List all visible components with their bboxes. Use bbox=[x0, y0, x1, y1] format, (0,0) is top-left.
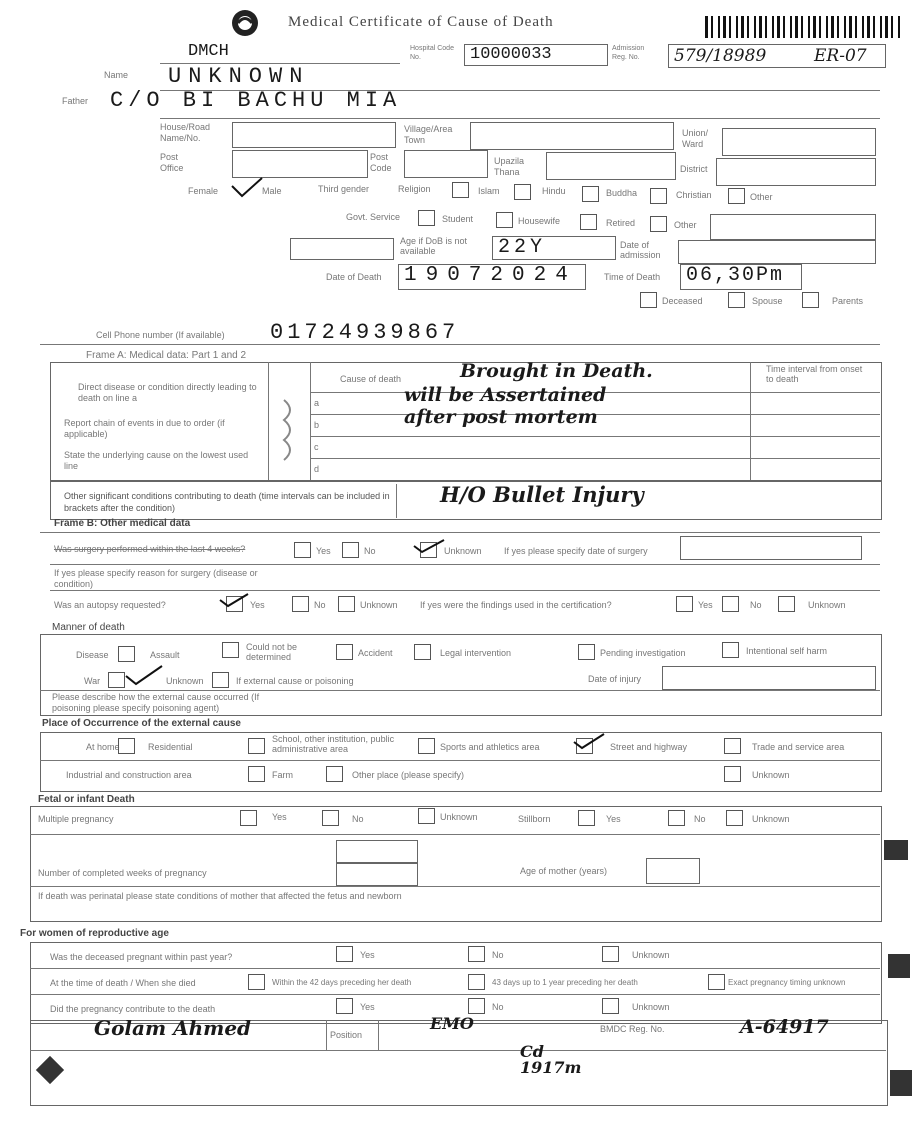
union-label: Union/ Ward bbox=[682, 128, 709, 149]
district-field[interactable] bbox=[716, 158, 876, 186]
multiple-unknown-checkbox[interactable] bbox=[418, 808, 435, 824]
place-farm: Farm bbox=[272, 770, 293, 780]
retired-checkbox[interactable] bbox=[650, 216, 667, 232]
cause-line-1: Brought in Death. bbox=[460, 360, 653, 382]
post-code-label: Post Code bbox=[370, 152, 392, 173]
multiple-no-checkbox[interactable] bbox=[322, 810, 339, 826]
ward-value: ER-07 bbox=[814, 46, 867, 66]
bmdc-value: A-64917 bbox=[740, 1016, 829, 1038]
deceased-name: UNKNOWN bbox=[168, 64, 310, 89]
interval-header: Time interval from onset to death bbox=[766, 364, 863, 384]
checkmark-icon bbox=[572, 732, 606, 750]
contribute-yes-checkbox[interactable] bbox=[336, 998, 353, 1014]
frame-a-row-c: State the underlying cause on the lowest used line bbox=[64, 450, 249, 471]
multiple-no: No bbox=[352, 814, 364, 824]
multiple-yes-checkbox[interactable] bbox=[240, 810, 257, 826]
stillborn-no-checkbox[interactable] bbox=[668, 810, 685, 826]
religion-islam: Islam bbox=[478, 186, 500, 196]
tod-label: Time of Death bbox=[604, 272, 661, 282]
manner-self-harm: Intentional self harm bbox=[746, 646, 828, 656]
multiple-unknown: Unknown bbox=[440, 812, 478, 822]
hospital-code-label: Hospital Code No. bbox=[410, 45, 454, 61]
surgery-yes: Yes bbox=[316, 546, 331, 556]
stillborn-label: Stillborn bbox=[518, 814, 551, 824]
weeks-field-2[interactable] bbox=[336, 862, 418, 886]
43days-checkbox[interactable] bbox=[468, 974, 485, 990]
farm-checkbox[interactable] bbox=[326, 766, 343, 782]
sex-male: Male bbox=[262, 186, 282, 196]
district-label: District bbox=[680, 164, 708, 174]
residential-checkbox[interactable] bbox=[248, 738, 265, 754]
line-letter-d: d bbox=[314, 464, 320, 474]
occupation-other: Other bbox=[674, 220, 697, 230]
43days-label: 43 days up to 1 year preceding her death bbox=[492, 978, 638, 987]
student-checkbox[interactable] bbox=[496, 212, 513, 228]
assault-checkbox[interactable] bbox=[222, 642, 239, 658]
autopsy-no-checkbox[interactable] bbox=[292, 596, 309, 612]
other-conditions-label: Other significant conditions contributing to death (time intervals can be included in brackets after the condition) bbox=[64, 491, 390, 513]
perinatal-label: If death was perinatal please state conditions of mother that affected the fetus and newborn bbox=[38, 891, 402, 901]
findings-unknown: Unknown bbox=[808, 600, 846, 610]
weeks-field[interactable] bbox=[336, 840, 418, 864]
checkmark-icon bbox=[230, 176, 264, 198]
checkmark-icon bbox=[218, 592, 250, 608]
within42-checkbox[interactable] bbox=[248, 974, 265, 990]
pregnant-no-checkbox[interactable] bbox=[468, 946, 485, 962]
manner-accident: Accident bbox=[358, 648, 393, 658]
place-industrial: Industrial and construction area bbox=[66, 770, 192, 780]
religion-checkbox[interactable] bbox=[452, 182, 469, 198]
govt-checkbox[interactable] bbox=[418, 210, 435, 226]
stillborn-no: No bbox=[694, 814, 706, 824]
father-label: Father bbox=[62, 96, 89, 106]
christian-checkbox[interactable] bbox=[728, 188, 745, 204]
informant-parents: Parents bbox=[832, 296, 864, 306]
phone-label: Cell Phone number (If available) bbox=[96, 330, 225, 340]
manner-undetermined: Could not be determined bbox=[246, 642, 298, 662]
manner-legal: Legal intervention bbox=[440, 648, 512, 658]
admission-label: Admission Reg. No. bbox=[612, 45, 645, 61]
manner-disease: Disease bbox=[76, 650, 109, 660]
legal-checkbox[interactable] bbox=[578, 644, 595, 660]
date-injury-label: Date of injury bbox=[588, 674, 642, 684]
hospital-name: DMCH bbox=[188, 42, 229, 61]
informant-spouse: Spouse bbox=[752, 296, 783, 306]
multiple-yes: Yes bbox=[272, 812, 287, 822]
contribute-yes: Yes bbox=[360, 1002, 375, 1012]
frame-a-row-a: Direct disease or condition directly leading to death on line a bbox=[78, 382, 257, 403]
buddha-checkbox[interactable] bbox=[650, 188, 667, 204]
date-injury-field[interactable] bbox=[662, 666, 876, 690]
war-checkbox[interactable] bbox=[108, 672, 125, 688]
upazila-field[interactable] bbox=[546, 152, 676, 180]
signatory-name: Golam Ahmed bbox=[94, 1016, 252, 1040]
manner-unknown: Unknown bbox=[166, 676, 204, 686]
place-school: School, other institution, public administrative area bbox=[272, 734, 395, 754]
line-letter-a: a bbox=[314, 398, 320, 408]
line-letter-b: b bbox=[314, 420, 320, 430]
undetermined-checkbox[interactable] bbox=[336, 644, 353, 660]
stillborn-unknown: Unknown bbox=[752, 814, 790, 824]
place-other: Other place (please specify) bbox=[352, 770, 465, 780]
pregnant-unknown-checkbox[interactable] bbox=[602, 946, 619, 962]
dob-field[interactable] bbox=[290, 238, 394, 260]
pregnant-no: No bbox=[492, 950, 504, 960]
position-label: Position bbox=[330, 1030, 363, 1040]
cause-line-2: will be Assertained bbox=[404, 384, 607, 406]
house-field[interactable] bbox=[232, 122, 396, 148]
cause-line-3: after post mortem bbox=[404, 406, 598, 428]
surgery-date-label: If yes please specify date of surgery bbox=[504, 546, 648, 556]
hindu-checkbox[interactable] bbox=[582, 186, 599, 202]
occupation-govt: Govt. Service bbox=[346, 212, 401, 222]
surgery-no-checkbox[interactable] bbox=[342, 542, 359, 558]
stillborn-yes: Yes bbox=[606, 814, 621, 824]
place-street: Street and highway bbox=[610, 742, 688, 752]
religion-christian: Christian bbox=[676, 190, 712, 200]
manner-pending: Pending investigation bbox=[600, 648, 686, 658]
position-value: EMO bbox=[430, 1014, 474, 1033]
housewife-checkbox[interactable] bbox=[580, 214, 597, 230]
describe-label: Please describe how the external cause occurred (If poisoning please specify poisoning agent) bbox=[52, 692, 260, 713]
pregnant-unknown: Unknown bbox=[632, 950, 670, 960]
checkmark-icon bbox=[412, 538, 446, 554]
findings-no: No bbox=[750, 600, 762, 610]
scan-mark bbox=[884, 840, 908, 860]
place-unknown: Unknown bbox=[752, 770, 790, 780]
mother-age-field[interactable] bbox=[646, 858, 700, 884]
when-label: At the time of death / When she died bbox=[50, 978, 196, 988]
external-label: If external cause or poisoning bbox=[236, 676, 354, 686]
timing-unknown-checkbox[interactable] bbox=[708, 974, 725, 990]
occupation-retired: Retired bbox=[606, 218, 636, 228]
frame-b-title: Frame B: Other medical data bbox=[54, 518, 191, 529]
place-trade: Trade and service area bbox=[752, 742, 845, 752]
islam-checkbox[interactable] bbox=[514, 184, 531, 200]
manner-title: Manner of death bbox=[52, 622, 125, 633]
surgery-yes-checkbox[interactable] bbox=[294, 542, 311, 558]
accident-checkbox[interactable] bbox=[414, 644, 431, 660]
post-office-field[interactable] bbox=[232, 150, 368, 178]
sex-female: Female bbox=[188, 186, 219, 196]
autopsy-yes: Yes bbox=[250, 600, 265, 610]
findings-question: If yes were the findings used in the certification? bbox=[420, 600, 612, 610]
place-unknown-checkbox[interactable] bbox=[724, 766, 741, 782]
religion-buddha: Buddha bbox=[606, 188, 638, 198]
age-label: Age if DoB is not available bbox=[400, 236, 468, 256]
phone-value: 01724939867 bbox=[270, 320, 460, 345]
occupation-student: Student bbox=[442, 214, 474, 224]
place-table bbox=[40, 732, 882, 792]
bmdc-label: BMDC Reg. No. bbox=[600, 1024, 665, 1034]
deceased-checkbox[interactable] bbox=[640, 292, 657, 308]
arrow-chain-icon bbox=[278, 396, 302, 472]
initials-value: Cd 1917m bbox=[520, 1042, 582, 1077]
industrial-checkbox[interactable] bbox=[248, 766, 265, 782]
parents-checkbox[interactable] bbox=[802, 292, 819, 308]
certificate-title: Medical Certificate of Cause of Death bbox=[288, 14, 554, 30]
religion-hindu: Hindu bbox=[542, 186, 566, 196]
autopsy-unknown: Unknown bbox=[360, 600, 398, 610]
street-checkbox[interactable] bbox=[724, 738, 741, 754]
contribute-unknown-checkbox[interactable] bbox=[602, 998, 619, 1014]
admission-value: 579/18989 bbox=[674, 46, 767, 66]
surgery-question: Was surgery performed within the last 4 weeks? bbox=[54, 544, 246, 554]
frame-a-row-b: Report chain of events in due to order (if applicable) bbox=[64, 418, 225, 439]
dod-value: 19072024 bbox=[404, 264, 577, 287]
tod-value: 06,30Pm bbox=[686, 264, 785, 287]
findings-yes-checkbox[interactable] bbox=[676, 596, 693, 612]
women-title: For women of reproductive age bbox=[20, 928, 169, 939]
disease-checkbox[interactable] bbox=[118, 646, 135, 662]
findings-yes: Yes bbox=[698, 600, 713, 610]
line-letter-c: c bbox=[314, 442, 319, 452]
cause-header: Cause of death bbox=[340, 374, 402, 384]
age-value: 22Y bbox=[498, 236, 547, 259]
pending-checkbox[interactable] bbox=[722, 642, 739, 658]
findings-no-checkbox[interactable] bbox=[722, 596, 739, 612]
mother-age-label: Age of mother (years) bbox=[520, 866, 608, 876]
admission-date-label: Date of admission bbox=[620, 240, 661, 260]
place-sports: Sports and athletics area bbox=[440, 742, 540, 752]
scan-mark bbox=[888, 954, 910, 978]
unknown-checkbox[interactable] bbox=[212, 672, 229, 688]
surgery-unknown: Unknown bbox=[444, 546, 482, 556]
weeks-label: Number of completed weeks of pregnancy bbox=[38, 868, 207, 878]
occupation-housewife: Housewife bbox=[518, 216, 561, 226]
fetal-title: Fetal or infant Death bbox=[38, 794, 135, 805]
surgery-date-field[interactable] bbox=[680, 536, 862, 560]
father-name: C/O BI BACHU MIA bbox=[110, 88, 402, 113]
multiple-pregnancy-label: Multiple pregnancy bbox=[38, 814, 114, 824]
findings-unknown-checkbox[interactable] bbox=[778, 596, 795, 612]
stillborn-yes-checkbox[interactable] bbox=[578, 810, 595, 826]
checkmark-icon bbox=[124, 664, 164, 686]
contribute-no: No bbox=[492, 1002, 504, 1012]
village-label: Village/Area Town bbox=[404, 124, 453, 145]
upazila-label: Upazila Thana bbox=[494, 156, 525, 177]
school-checkbox[interactable] bbox=[418, 738, 435, 754]
name-label: Name bbox=[104, 70, 129, 80]
place-residential: Residential bbox=[148, 742, 193, 752]
spouse-checkbox[interactable] bbox=[728, 292, 745, 308]
surgery-reason-label: If yes please specify reason for surgery (disease or condition) bbox=[54, 568, 258, 589]
post-code-field[interactable] bbox=[404, 150, 488, 178]
pregnant-yes: Yes bbox=[360, 950, 375, 960]
dod-label: Date of Death bbox=[326, 272, 382, 282]
contribute-no-checkbox[interactable] bbox=[468, 998, 485, 1014]
other-conditions-value: H/O Bullet Injury bbox=[440, 482, 644, 507]
stillborn-unknown-checkbox[interactable] bbox=[726, 810, 743, 826]
home-checkbox[interactable] bbox=[118, 738, 135, 754]
admission-date-field[interactable] bbox=[678, 240, 876, 264]
occupation-other-field[interactable] bbox=[710, 214, 876, 240]
hospital-code-value: 10000033 bbox=[470, 45, 552, 64]
within42-label: Within the 42 days preceding her death bbox=[272, 978, 412, 987]
post-office-label: Post Office bbox=[160, 152, 184, 173]
informant-deceased: Deceased bbox=[662, 296, 703, 306]
pregnant-question: Was the deceased pregnant within past year? bbox=[50, 952, 233, 962]
place-title: Place of Occurrence of the external cause bbox=[42, 718, 241, 729]
timing-unknown-label: Exact pregnancy timing unknown bbox=[728, 978, 846, 987]
autopsy-no: No bbox=[314, 600, 326, 610]
autopsy-unknown-checkbox[interactable] bbox=[338, 596, 355, 612]
pregnant-yes-checkbox[interactable] bbox=[336, 946, 353, 962]
contribute-unknown: Unknown bbox=[632, 1002, 670, 1012]
religion-other: Other bbox=[750, 192, 773, 202]
contribute-question: Did the pregnancy contribute to the death bbox=[50, 1004, 216, 1014]
autopsy-question: Was an autopsy requested? bbox=[54, 600, 166, 610]
house-label: House/Road Name/No. bbox=[160, 122, 211, 143]
village-field[interactable] bbox=[470, 122, 674, 150]
scan-mark bbox=[890, 1070, 912, 1096]
manner-assault: Assault bbox=[150, 650, 180, 660]
manner-war: War bbox=[84, 676, 101, 686]
place-home: At home bbox=[86, 742, 120, 752]
surgery-no: No bbox=[364, 546, 376, 556]
frame-a-title: Frame A: Medical data: Part 1 and 2 bbox=[86, 350, 247, 361]
religion-label: Religion bbox=[398, 184, 431, 194]
barcode-icon bbox=[705, 16, 905, 42]
government-seal-icon bbox=[222, 8, 268, 38]
sex-third-gender: Third gender bbox=[318, 184, 370, 194]
union-field[interactable] bbox=[722, 128, 876, 156]
